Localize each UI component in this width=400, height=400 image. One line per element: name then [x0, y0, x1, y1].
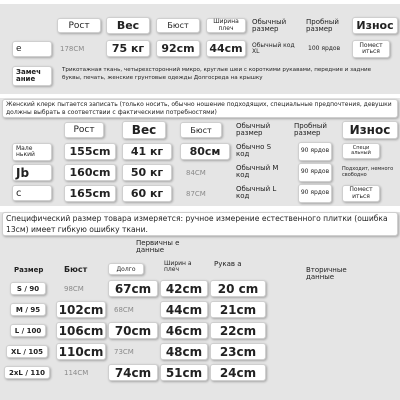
b3-row3-length: 70cm — [108, 322, 158, 339]
b2-header-usual-size: Обычный размер — [236, 121, 271, 137]
b3-secondary-data: Вторичные данные — [306, 265, 347, 281]
b2-row2-height: 160cm — [64, 164, 116, 181]
b3-row5-bust: 114CM — [64, 368, 89, 377]
b2-row2-weight: 50 кг — [122, 164, 172, 181]
b1-header-usual-size: Обычный размер — [252, 17, 287, 33]
b2-row3-label: c — [12, 185, 52, 201]
b3-row4-bust: 110cm — [56, 343, 106, 360]
b3-row2-bust: 102cm — [56, 301, 106, 318]
b3-row4-sleeve: 23cm — [210, 343, 266, 360]
b1-height-value: 178CM — [60, 45, 85, 53]
b1-bust-value: 92cm — [156, 40, 200, 57]
b3-row2-length: 68CM — [114, 305, 134, 314]
b2-row1-height: 155cm — [64, 143, 116, 160]
b3-row3-shoulder: 46cm — [160, 322, 208, 339]
b1-header-trial-size: Пробный размер — [306, 17, 339, 33]
b3-row1-shoulder: 42cm — [160, 280, 208, 297]
b2-header-wear: Износ — [342, 121, 398, 139]
b3-row4-size: XL / 105 — [6, 345, 48, 358]
b2-row2-label: Jb — [12, 164, 52, 181]
b3-header-shoulder: Ширин а плеч — [164, 259, 192, 273]
b2-row3-wear: Помест иться — [342, 185, 380, 202]
b3-row1-size: S / 90 — [10, 282, 46, 295]
b2-row3-usual-size: Обычный L код — [236, 184, 277, 200]
b1-usual-size-value: Обычный код XL — [252, 41, 295, 55]
b3-row5-size: 2xL / 110 — [4, 366, 50, 379]
b2-row2-trial-size: 90 ярдов — [298, 163, 332, 182]
b2-header-bust: Бюст — [180, 122, 222, 138]
b1-wear-value: Помест иться — [352, 40, 390, 58]
b3-header-bust: Бюст — [64, 264, 88, 274]
b2-row3-trial-size: 90 ярдов — [298, 184, 332, 203]
b2-row1-label: Мале нький — [12, 143, 52, 161]
b3-row2-sleeve: 21cm — [210, 301, 266, 318]
b2-header-weight: Вес — [122, 121, 166, 139]
b3-row5-length: 74cm — [108, 364, 158, 381]
b3-row3-size: L / 100 — [10, 324, 46, 337]
b3-row1-sleeve: 20 cm — [210, 280, 266, 297]
b2-row1-usual-size: Обычно S код — [236, 142, 272, 158]
b3-description — [2, 212, 398, 236]
b1-trial-size-value: 100 ярдов — [308, 44, 341, 52]
b1-header-weight: Вес — [106, 17, 150, 34]
b3-row3-sleeve: 22cm — [210, 322, 266, 339]
b1-header-height: Рост — [57, 18, 101, 33]
b1-note-label: Замеч ание — [12, 66, 52, 86]
b3-primary-data: Первичны е данные — [136, 238, 180, 254]
b3-row5-sleeve: 24cm — [210, 364, 266, 381]
b3-row4-shoulder: 48cm — [160, 343, 208, 360]
b1-row-label: e — [12, 41, 52, 57]
b2-row1-wear: Специ альный — [342, 143, 380, 159]
b3-row3-bust: 106cm — [56, 322, 106, 339]
b2-row1-bust: 80см — [180, 143, 230, 160]
b3-description-text: Специфический размер товара измеряется: ручное измерение естественного плитки (ошибка 13см) имеет гибкую ошибку ткани. — [6, 214, 388, 234]
b2-header-height: Рост — [64, 122, 104, 138]
b2-row1-weight: 41 кг — [122, 143, 172, 160]
b2-description-text: Женский клерк пытается записать (только носить, обычно ношение подходящих, специальные предпочтения, девушки должны выбрать в соответствии с фактическими потребностями) — [6, 101, 392, 116]
b2-row1-trial-size: 90 ярдов — [298, 142, 332, 161]
b3-row5-shoulder: 51cm — [160, 364, 208, 381]
b1-header-bust: Бюст — [156, 18, 200, 33]
b3-header-sleeve: Рукав а — [214, 260, 242, 269]
b3-row2-shoulder: 44cm — [160, 301, 208, 318]
b3-row2-size: M / 95 — [10, 303, 46, 316]
b2-row2-bust: 84CM — [186, 168, 206, 177]
b3-header-size: Размер — [14, 266, 44, 274]
b1-note-text: Трикотажная ткань, четырехсторонний микро, круглые шеи с короткими рукавами, передние и задние буквы, печать, женские грунтовые одежды Долгосреда на крышку — [62, 67, 372, 81]
b1-weight-value: 75 кг — [106, 40, 150, 57]
b3-row4-length: 73CM — [114, 347, 134, 356]
b2-row2-usual-size: Обычный M код — [236, 163, 279, 179]
b1-header-wear: Износ — [352, 17, 398, 34]
b2-row3-height: 165cm — [64, 185, 116, 202]
b2-row3-bust: 87CM — [186, 189, 206, 198]
b1-header-shoulder: Ширина плеч — [206, 18, 246, 33]
b2-header-trial-size: Пробный размер — [294, 121, 327, 137]
b3-row1-bust: 98CM — [64, 284, 84, 293]
b3-row1-length: 67cm — [108, 280, 158, 297]
b3-header-length: Долго — [108, 263, 144, 275]
b2-row2-wear: Подходит, немного свободно — [342, 166, 394, 178]
b2-row3-weight: 60 кг — [122, 185, 172, 202]
b2-description — [2, 99, 398, 118]
b1-shoulder-value: 44cm — [206, 40, 246, 57]
